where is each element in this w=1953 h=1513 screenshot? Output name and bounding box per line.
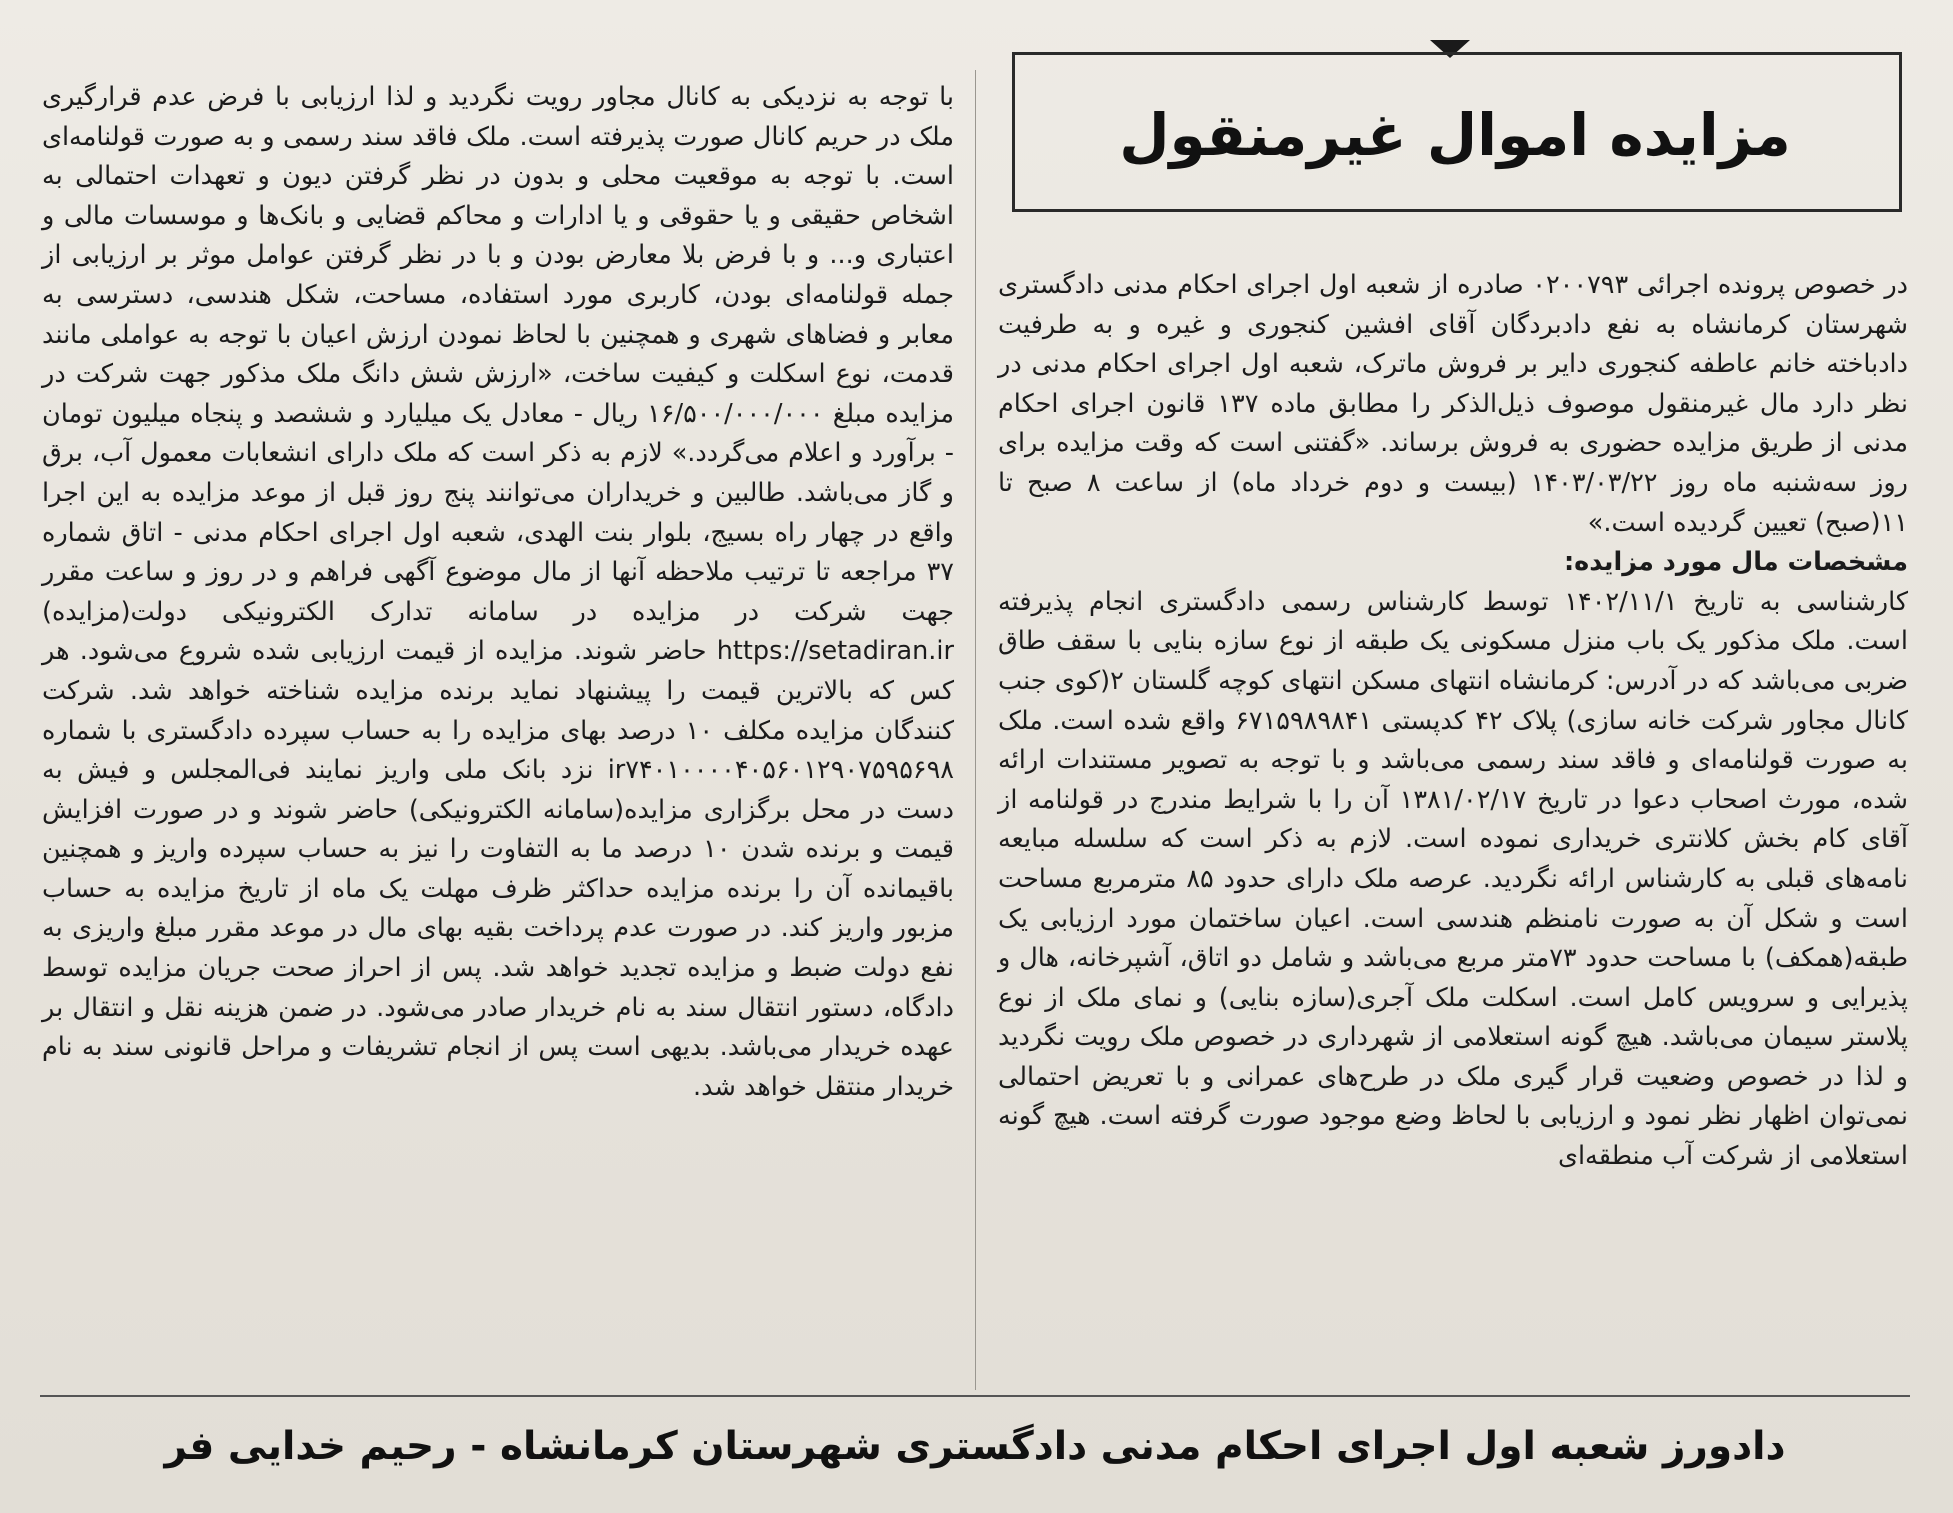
page-title: مزایده اموال غیرمنقول bbox=[1119, 101, 1791, 169]
property-specs-paragraph: کارشناسی به تاریخ ۱۴۰۲/۱۱/۱ توسط کارشناس رسمی دادگستری انجام پذیرفته است. ملک مذکور یک باب منزل مسکونی یک طبقه از نوع سازه بنایی با سقف طاق ضربی می‌باشد که در آدرس: کرمانشاه انتهای مسکن انتهای کوچه گلستان ۲(کوی جنب کانال مجاور شرکت خانه سازی) پلاک ۴۲ کدپستی ۶۷۱۵۹۸۹۸۴۱ واقع شده است. ملک به صورت قولنامه‌ای و فاقد سند رسمی می‌باشد و با توجه به تصویر مستندات ارائه شده، مورث اصحاب دعوا در تاریخ ۱۳۸۱/۰۲/۱۷ آن را با شرایط مندرج در قولنامه از آقای کام بخش کلانتری خریداری نموده است. لازم به ذکر است که سلسله مبایعه نامه‌های قبلی به کارشناس ارائه نگردید. عرصه ملک دارای حدود ۸۵ مترمربع مساحت است و شکل آن به صورت نامنظم هندسی است. اعیان ساختمان مورد ارزیابی یک طبقه(همکف) با مساحت حدود ۷۳متر مربع می‌باشد و شامل دو اتاق، آشپرخانه، هال و پذیرایی و سرویس کامل است. اسکلت ملک آجری(سازه بنایی) و نمای ملک از نوع پلاستر سیمان می‌باشد. هیچ گونه استعلامی از شهرداری در خصوص ملک رویت نگردید و لذا در خصوص وضعیت قرار گیری ملک در طرح‌های عمرانی و با تعریض احتمالی نمی‌توان اظهار نظر نمود و ارزیابی با لحاظ وضع موجود صورت گرفته است. هیچ گونه استعلامی از شرکت آب منطقه‌ای bbox=[998, 586, 1909, 1172]
column-divider bbox=[975, 70, 976, 1390]
right-column bbox=[998, 266, 1908, 1177]
property-specs-heading: مشخصات مال مورد مزایده: bbox=[1563, 547, 1908, 578]
footer-divider bbox=[40, 1395, 1910, 1397]
left-column bbox=[42, 78, 954, 1107]
intro-paragraph: در خصوص پرونده اجرائی ۰۲۰۰۷۹۳ صادره از شعبه اول اجرای احکام مدنی دادگستری شهرستان کرمانشاه به نفع دادبردگان آقای افشین کنجوری و غیره و به طرفیت دادباخته خانم عاطفه کنجوری دایر بر فروش ماترک، شعبه اول اجرای احکام مدنی در نظر دارد مال غیرمنقول موصوف ذیل‌الذکر را مطابق ماده ۱۳۷ قانون اجرای احکام مدنی از طریق مزایده حضوری به فروش برساند. «گفتنی است که وقت مزایده برای روز سه‌شنبه ماه روز ۱۴۰۳/۰۳/۲۲ (بیست و دوم خرداد ماه) از ساعت ۸ صبح تا ۱۱(صبح) تعیین گردیده است.» bbox=[998, 270, 1908, 538]
auction-terms-paragraph: با توجه به نزدیکی به کانال مجاور رویت نگردید و لذا ارزیابی با فرض عدم قرارگیری ملک در حریم کانال صورت پذیرفته است. ملک فاقد سند رسمی و به صورت قولنامه‌ای است. با توجه به موقعیت محلی و بدون در نظر گرفتن دیون و تعهدات احتمالی به اشخاص حقیقی و یا حقوقی و یا ادارات و محاکم قضایی و بانک‌ها و موسسات مالی و اعتباری و... و با فرض بلا معارض بودن و با در نظر گرفتن عوامل موثر بر ارزیابی از جمله قولنامه‌ای بودن، کاربری مورد استفاده، مساحت، شکل هندسی، دسترسی به معابر و فضاهای شهری و همچنین با لحاظ نمودن ارزش اعیان با توجه به عواملی مانند قدمت، نوع اسکلت و کیفیت ساخت، «ارزش شش دانگ ملک مذکور جهت شرکت در مزایده مبلغ ۱۶/۵۰۰/۰۰۰/۰۰۰ ریال - معادل یک میلیارد و ششصد و پنجاه میلیون تومان - برآورد و اعلام می‌گردد.» لازم به ذکر است که ملک دارای انشعابات معمول آب، برق و گاز می‌باشد. طالبین و خریداران می‌توانند پنج روز قبل از موعد مزایده به این اجرا واقع در چهار راه بسیج، بلوار بنت الهدی، شعبه اول اجرای احکام مدنی - اتاق شماره ۳۷ مراجعه تا ترتیب ملاحظه آنها از مال موضوع آگهی فراهم و در روز و ساعت مقرر جهت شرکت در مزایده در سامانه تدارک الکترونیکی دولت(مزایده) https://setadiran.ir حاضر شوند. مزایده از قیمت ارزیابی شده شروع می‌شود. هر کس که بالاترین قیمت را پیشنهاد نماید برنده مزایده شناخته خواهد شد. شرکت کنندگان مزایده مکلف ۱۰ درصد بهای مزایده را به حساب سپرده دادگستری با شماره ir۷۴۰۱۰۰۰۰۴۰۵۶۰۱۲۹۰۷۵۹۵۶۹۸ نزد بانک ملی واریز نمایند فی‌المجلس و فیش به دست در محل برگزاری مزایده(سامانه الکترونیکی) حاضر شوند و در صورت افزایش قیمت و برنده شدن ۱۰ درصد ما به التفاوت را نیز به حساب سپرده واریز و همچنین باقیمانده آن را برنده مزایده حداکثر ظرف مهلت یک ماه از تاریخ مزایده به حساب مزبور واریز کند. در صورت عدم پرداخت بقیه بهای مال در موعد مقرر مبلغ واریزی به نفع دولت ضبط و مزایده تجدید خواهد شد. پس از احراز صحت جریان مزایده توسط دادگاه، دستور انتقال سند به نام خریدار صادر می‌شود. در ضمن هزینه نقل و انتقال بر عهده خریدار می‌باشد. بدیهی است پس از انجام تشریفات و مراحل قانونی سند به نام خریدار منتقل خواهد شد. bbox=[42, 82, 954, 1102]
signature-line: دادورز شعبه اول اجرای احکام مدنی دادگستری شهرستان کرمانشاه - رحیم خدایی فر bbox=[164, 1424, 1786, 1469]
